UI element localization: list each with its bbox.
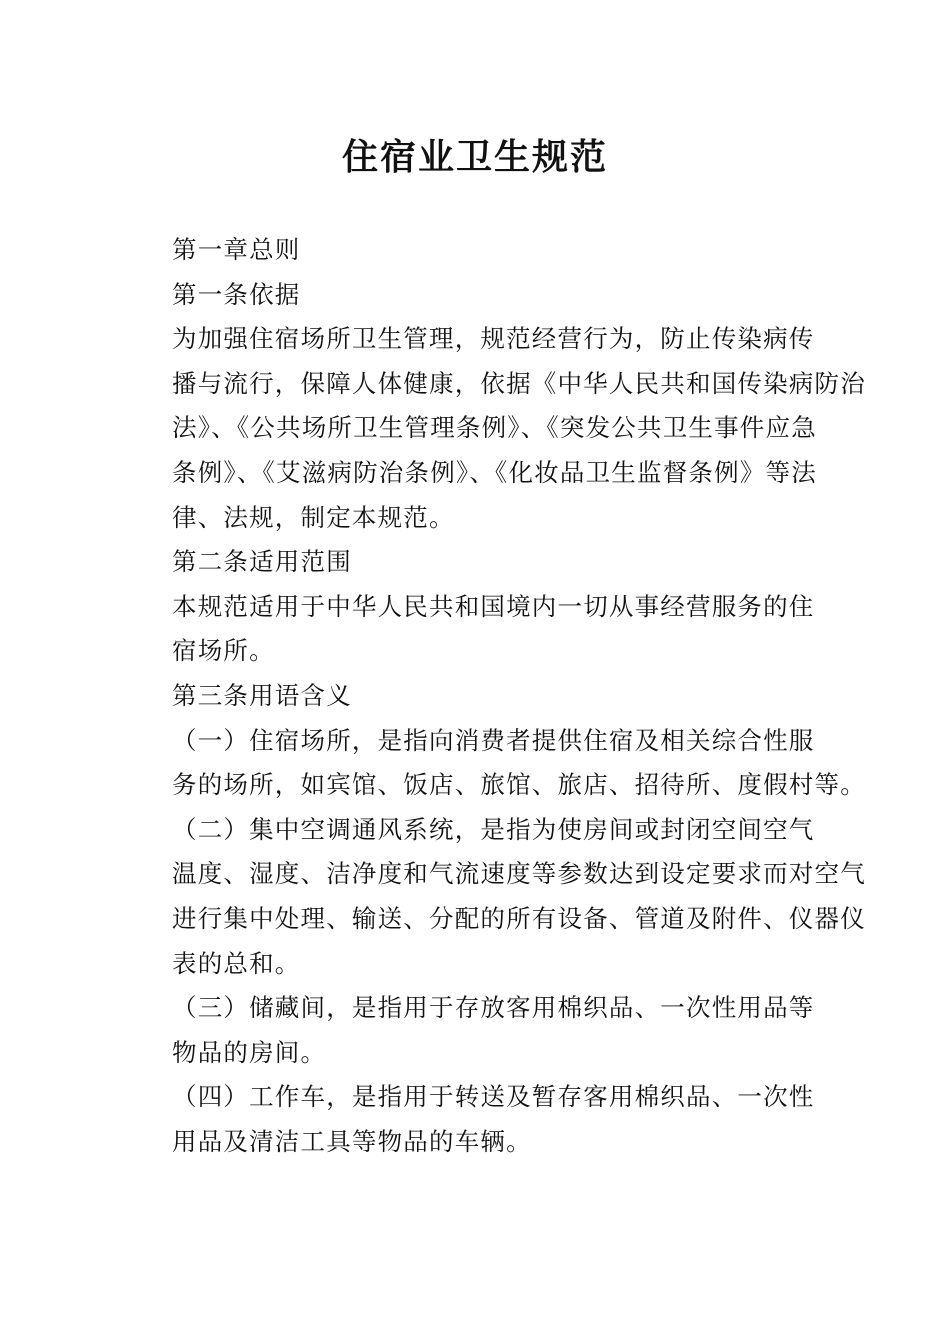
definition-3 (122, 986, 828, 1075)
text-line: 表的总和。 (172, 948, 301, 978)
article-1-heading (122, 273, 828, 318)
text-line: 温度、湿度、洁净度和气流速度等参数达到设定要求而对空气 (172, 859, 866, 889)
text-line: 为加强住宿场所卫生管理，规范经营行为，防止传染病传 (172, 324, 815, 354)
text-line: 物品的房间。 (172, 1037, 327, 1067)
article-2-text (122, 585, 828, 674)
text-line: 播与流行，保障人体健康，依据《中华人民共和国传染病防治 (172, 368, 866, 398)
text-line: 本规范适用于中华人民共和国境内一切从事经营服务的住 (172, 591, 815, 621)
article-2-heading (122, 540, 828, 585)
text-line: （四）工作车，是指用于转送及暂存客用棉织品、一次性 (172, 1082, 815, 1112)
definition-4 (122, 1075, 828, 1164)
text-line: 务的场所，如宾馆、饭店、旅馆、旅店、招待所、度假村等。 (172, 770, 866, 800)
document-body (122, 228, 866, 1164)
text-line: （一）住宿场所，是指向消费者提供住宿及相关综合性服 (172, 725, 815, 755)
text-line: 法》、《公共场所卫生管理条例》、《突发公共卫生事件应急 (172, 413, 817, 443)
text-line: 用品及清洁工具等物品的车辆。 (172, 1126, 532, 1156)
text-line: 律、法规，制定本规范。 (172, 502, 455, 532)
text-line: （二）集中空调通风系统，是指为使房间或封闭空间空气 (172, 814, 815, 844)
page-title: 住宿业卫生规范 (341, 136, 608, 178)
text-line: 第三条用语含义 (172, 680, 352, 710)
article-1-text (122, 317, 866, 540)
text-line: 宿场所。 (172, 636, 275, 666)
text-line: 进行集中处理、输送、分配的所有设备、管道及附件、仪器仪 (172, 903, 866, 933)
article-3-heading (122, 674, 828, 719)
definition-2 (122, 808, 866, 986)
chapter-heading (122, 228, 828, 273)
text-line: 第一章总则 (172, 235, 301, 264)
text-line: （三）储藏间，是指用于存放客用棉织品、一次性用品等 (172, 993, 815, 1023)
text-line: 第二条适用范围 (172, 547, 352, 577)
definition-1 (122, 719, 866, 808)
text-line: 第一条依据 (172, 279, 301, 309)
text-line: 条例》、《艾滋病防治条例》、《化妆品卫生监督条例》等法 (172, 457, 817, 487)
